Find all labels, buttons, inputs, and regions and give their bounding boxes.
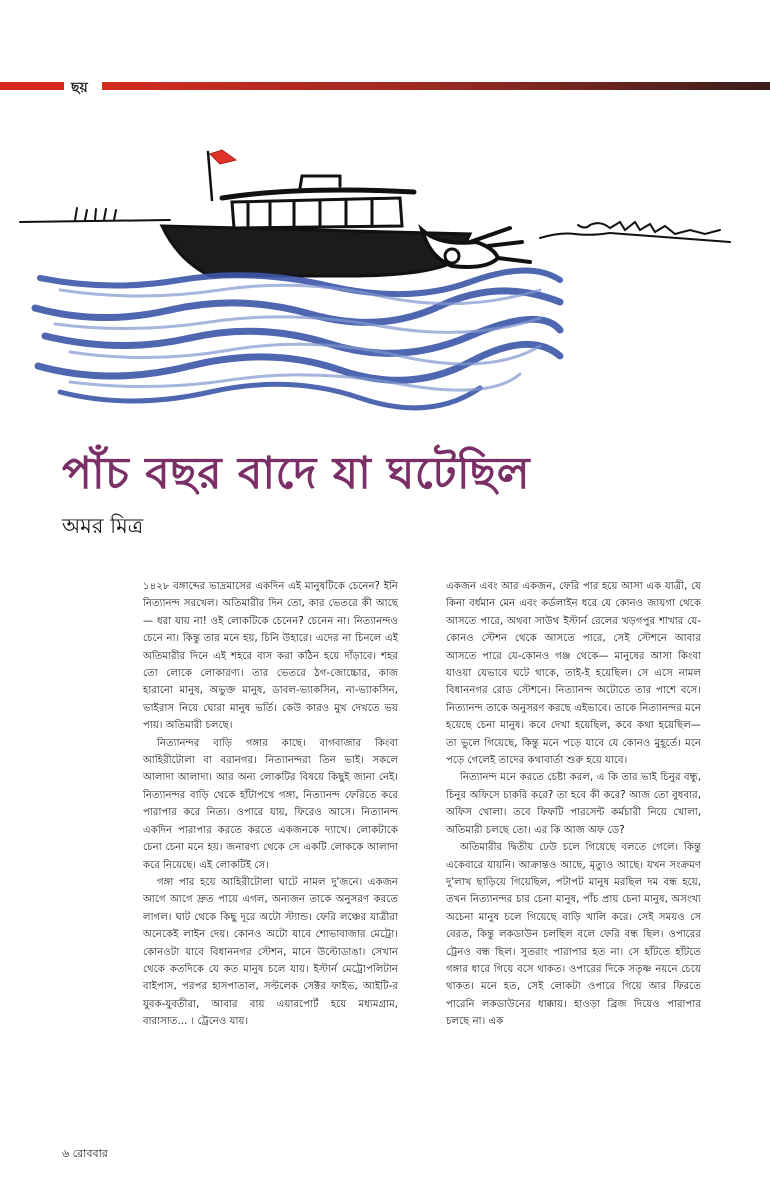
article-column-1 — [143, 578, 398, 1031]
boat — [162, 152, 530, 276]
header-bar-left — [0, 82, 64, 90]
red-flag-icon — [210, 150, 236, 164]
section-label: ছয় — [71, 80, 88, 96]
right-shore-scribble — [540, 222, 730, 242]
article-title: পাঁচ বছর বাদে যা ঘটেছিল — [62, 448, 531, 499]
paragraph: নিত্যানন্দর বাড়ি গঙ্গার কাছে। বাগবাজার কিংবা আহিরীটোলা বা বরানগর। নিত্যানন্দরা তিন ভাই। সকলে আলাদা আলাদা। আর অন্য লোকটির বিষয়ে কিছুই জানা নেই। নিত্যানন্দর বাড়ি থেকে হাঁটাপথে গঙ্গা, নিত্যানন্দ ফেরিতে করে পারাপার করে নিত্য। ওপারে যায়, ফিরেও আসে। নিত্যানন্দ একদিন পারাপার করতে করতে একজনকে দ্যাখে। লোকটাকে চেনা চেনা মনে হয়। জনারণ্য থেকে সে একটি লোককে আলাদা করে নিয়েছে। এই লোকটিই সে। — [143, 737, 398, 871]
header-bar-right — [102, 82, 770, 90]
article-author: অমর মিত্র — [62, 514, 144, 538]
page-footer: ৬ রোববার — [62, 1147, 108, 1160]
paragraph: একজন এবং আর একজন, ফেরি পার হয়ে আসা এক যাত্রী, যে কিনা বর্ধমান মেন এবং কর্ডলাইন ধরে যে কোনও জায়গা থেকে আসতে পারে, অথবা সাউথ ইস্টার্ন রেলের খড়গপুর শাখার যে-কোনও স্টেশন থেকে আসতে পারে, সেই স্টেশনে আবার আসতে পারে যে-কোনও গঞ্জ থেকে— মানুষের আসা কিংবা যাওয়া যেভাবে ঘটে থাকে, তাই-ই হয়েছিল। সে এসে নামল বিধাননগর রোড স্টেশনে। নিত্যানন্দ অটোতে তার পাশে বসে। নিত্যানন্দ তাকে অনুসরণ করছে এইভাবে। তাকে নিত্যানন্দর মনে হয়েছে চেনা মানুষ। কবে দেখা হয়েছিল, কবে কথা হয়েছিল— তা ভুলে গিয়েছে, কিন্তু মনে পড়ে যাবে যে কোনও মুহূর্তে। মনে পড়ে গেলেই তাদের কথাবার্তা শুরু হয়ে যাবে। — [446, 581, 701, 767]
article-column-2 — [446, 578, 701, 1031]
paragraph: অতিমারীর দ্বিতীয় ঢেউ চলে গিয়েছে বলতে গেলে। কিন্তু একেবারে যায়নি। আক্রান্তও আছে, মৃত্যুও আছে। যখন সংক্রমণ দু'লাখ ছাড়িয়ে গিয়েছিল, পটাপট মানুষ মরছিল দম বন্ধ হয়ে, তখন নিত্যানন্দর চার চেনা মানুষ, পাঁচ প্রায় চেনা মানুষ, অসংখ্য অচেনা মানুষ চলে গিয়েছে বাড়ি খালি করে। সেই সময়ও সে বেরত, কিন্তু লকডাউন চলছিল বলে ফেরি বন্ধ ছিল। ওপারের ট্রেনও বন্ধ ছিল। সুতরাং পারাপার হত না। সে হাঁটতে হাঁটতে গঙ্গার ধারে গিয়ে বসে থাকত। ওপারের দিকে সতৃষ্ণ নয়নে চেয়ে থাকত। মনে হত, সেই লোকটা ওপারে গিয়ে আর ফিরতে পারেনি লকডাউনের ধাক্কায়। হাওড়া ব্রিজ দিয়েও পারাপার চলছে না। এক — [446, 842, 701, 1028]
left-shore-scribble — [20, 208, 170, 222]
paragraph: গঙ্গা পার হয়ে আহিরীটোলা ঘাটে নামল দু'জনে। একজন আগে আগে দ্রুত পায়ে এগল, অন্যজন তাকে অনুসরণ করতে লাগল। ঘাট থেকে কিছু দূরে অটো স্ট্যান্ড। ফেরি লঞ্চের যাত্রীরা অনেকেই লাইন দেয়। কোনও অটো যাবে শোভাবাজার মেট্রো। কোনওটা যাবে বিধাননগর স্টেশন, মানে উল্টোডাঙা। সেখান থেকে কতদিকে যে কত মানুষ চলে যায়। ইস্টার্ন মেট্রোপলিটান বাইপাস, পরপর হাসপাতাল, সল্টলেক সেক্টর ফাইভ, আইটি-র যুবক-যুবতীরা, আবার বায় এয়ারপোর্ট হয়ে মধ্যমগ্রাম, বারাসাত... । ট্রেনেও যায়। — [143, 876, 398, 1028]
paragraph: নিত্যানন্দ মনে করতে চেষ্টা করল, এ কি তার ভাই চিনুর বন্ধু, চিনুর অফিসে চাকরি করে? তা হবে কী করে? আজ তো বুধবার, অফিস খোলা। তবে ফিফটি পারসেন্ট কর্মচারী নিয়ে খোলা, অতিমারী চলছে তো। এর কি আজ অফ ডে? — [446, 772, 701, 836]
paragraph: ১৪২৮ বঙ্গাব্দের ভাদ্রমাসের একদিন এই মানুষটিকে চেনেন? ইনি নিত্যানন্দ সরখেল। অতিমারীর দিন তো, কার ভেতরে কী আছে— ধরা যায় না! ওই লোকটিকে চেনেন? চেনেন না। নিত্যানন্দও চেনে না। কিন্তু তার মনে হয়, চিনি উহারে। এদের না চিনলে এই অতিমারীর দিনে এই শহরে বাস করা কঠিন হয়ে দাঁড়াবে। শহর তো লোকে লোকারণ্য। তার ভেতরে ঠগ-জোচ্চোর, কাজ হারানো মানুষ, অভুক্ত মানুষ, ডাবল-ভ্যাকসিন, না-ভ্যাকসিন, ভাইরাস নিয়ে ঘোরা মানুষ ভর্তি। কেউ কারও মুখ দেখতে ভয় পায়। অতিমারী চলছে। — [143, 581, 398, 732]
boat-illustration — [0, 130, 770, 460]
